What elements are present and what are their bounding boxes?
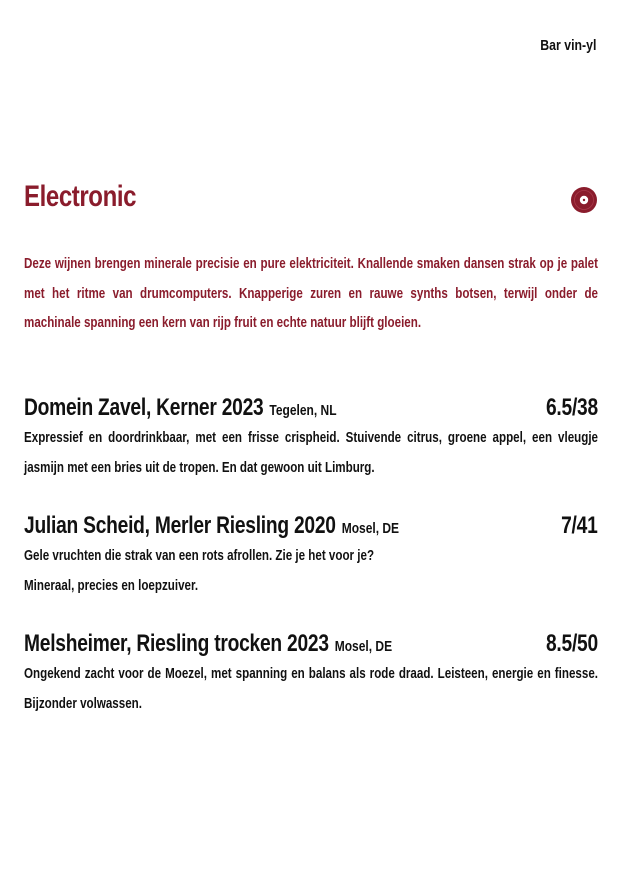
wine-region: Mosel, DE [334,638,393,655]
wine-price: 8.5/50 [546,630,598,657]
wine-name-line [24,630,392,658]
wine-description-line: Mineraal, precies en loepzuiver. [24,577,199,594]
wine-price: 6.5/38 [546,394,598,421]
wine-name-line [24,394,337,422]
vinyl-record-icon [571,187,597,213]
wine-header [24,392,598,422]
wine-region: Tegelen, NL [269,402,337,419]
wine-description [24,542,598,601]
wine-region: Mosel, DE [341,520,400,537]
section-title: Electronic [24,180,137,213]
section-intro-text: Deze wijnen brengen minerale precisie en pure elektriciteit. Knallende smaken dansen strak op je palet met het ritme van drumcomputers. Knapperige zuren en rauwe synths botsen, terwijl onder de machinale spanning een kern van rijp fruit en echte natuur blijft gloeien. [24,256,598,331]
wine-title: Julian Scheid, Merler Riesling 2020 [24,512,336,539]
wine-item [24,510,598,601]
wine-description [24,424,598,483]
wine-title: Domein Zavel, Kerner 2023 [24,394,264,421]
wine-header [24,510,598,540]
section-header [24,180,598,216]
wine-description-line: Expressief en doordrinkbaar, met een frisse crispheid. Stuivende citrus, groene appel, een vleugje jasmijn met een bries uit de tropen. En dat gewoon uit Limburg. [24,430,598,476]
section-intro [24,250,598,339]
wine-header [24,628,598,658]
wine-price: 7/41 [561,512,598,539]
wine-item [24,392,598,483]
wine-description [24,660,598,719]
wine-description-line: Ongekend zacht voor de Moezel, met spanning en balans als rode draad. Leisteen, energie en finesse. Bijzonder volwassen. [24,666,598,712]
wine-item [24,628,598,719]
wine-title: Melsheimer, Riesling trocken 2023 [24,630,329,657]
wine-name-line [24,512,399,540]
brand-name: Bar vin-yl [539,37,596,54]
wine-description-line: Gele vruchten die strak van een rots afrollen. Zie je het voor je? [24,548,375,564]
